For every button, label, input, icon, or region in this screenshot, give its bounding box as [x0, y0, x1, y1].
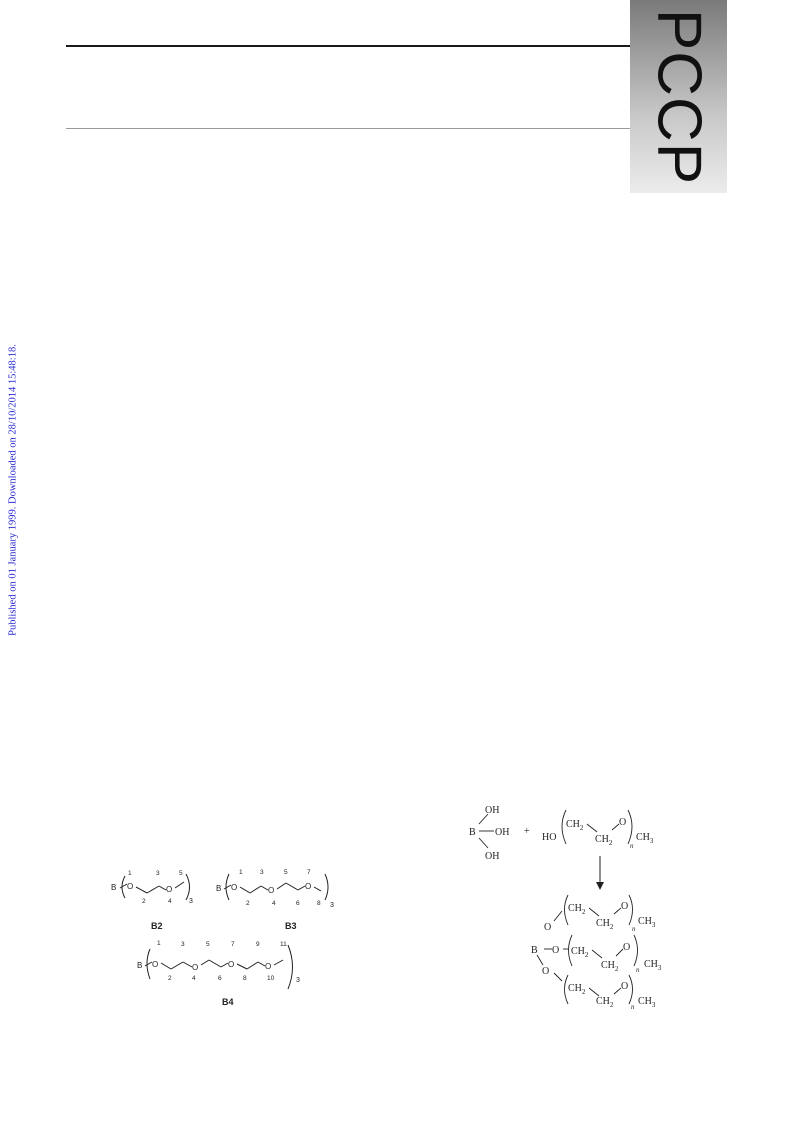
oh-group: OH — [495, 827, 510, 838]
b4-oxygen-2: O — [192, 963, 199, 972]
ch2-group: $CH_2$ — [596, 918, 614, 931]
b4-atom-number: 2 — [168, 975, 172, 982]
b4-atom-number: 11 — [280, 941, 287, 948]
b4-atom-number: 3 — [181, 941, 185, 948]
b4-subscript: 3 — [296, 977, 300, 984]
b3-atom-number: 6 — [296, 900, 300, 907]
b3-atom-number: 3 — [260, 869, 264, 876]
ch2-group: $CH_2$ — [568, 983, 586, 996]
ch2-group: $CH_2$ — [568, 903, 586, 916]
journal-tab — [630, 0, 727, 193]
b4-oxygen-1: O — [152, 960, 159, 969]
boron-atom: B — [469, 827, 476, 838]
b2-atom-number: 5 — [179, 870, 183, 877]
structure-b2 — [100, 860, 210, 935]
oxygen-atom: O — [623, 942, 631, 953]
oxygen-atom: O — [621, 981, 629, 992]
b4-atom-number: 5 — [206, 941, 210, 948]
b2-label: B2 — [151, 921, 163, 931]
b3-atom-number: 7 — [307, 869, 311, 876]
b3-atom-number: 2 — [246, 900, 250, 907]
b2-boron: B — [111, 883, 117, 892]
b4-boron: B — [137, 961, 143, 970]
b3-boron: B — [216, 884, 222, 893]
ch3-group: $CH_3$ — [636, 832, 654, 845]
b3-oxygen-3: O — [305, 882, 312, 891]
oxygen-atom: O — [619, 817, 627, 828]
header-rule-top — [66, 45, 632, 47]
boron-atom: B — [531, 945, 538, 956]
header-rule-bottom — [66, 128, 632, 129]
b3-atom-number: 8 — [317, 900, 321, 907]
b2-atom-number: 1 — [128, 870, 132, 877]
b2-oxygen-1: O — [127, 882, 134, 891]
repeat-n: n — [636, 966, 640, 974]
ch2-group: $CH_2$ — [601, 960, 619, 973]
reaction-scheme — [458, 798, 688, 1013]
ch3-group: $CH_3$ — [644, 959, 662, 972]
b4-atom-number: 7 — [231, 941, 235, 948]
oxygen-atom: O — [621, 901, 629, 912]
reaction-arrow — [596, 856, 604, 890]
repeat-n: n — [631, 1003, 635, 1011]
b4-atom-number: 10 — [267, 975, 275, 982]
b2-atom-number: 3 — [156, 870, 160, 877]
b3-label: B3 — [285, 921, 297, 931]
ch3-group: $CH_3$ — [638, 996, 656, 1009]
ch2-group: $CH_2$ — [571, 946, 589, 959]
b4-atom-number: 8 — [243, 975, 247, 982]
b4-atom-number: 9 — [256, 941, 260, 948]
oxygen-atom: O — [552, 945, 560, 956]
ch3-group: $CH_3$ — [638, 916, 656, 929]
structure-b4 — [130, 935, 320, 1015]
oh-group: OH — [485, 805, 500, 816]
structure-b3 — [210, 860, 350, 935]
b3-atom-number: 5 — [284, 869, 288, 876]
b4-atom-number: 1 — [157, 940, 161, 947]
oh-group: OH — [485, 851, 500, 862]
b3-atom-number: 4 — [272, 900, 276, 907]
journal-name: PCCP — [644, 8, 713, 185]
b2-oxygen-2: O — [166, 885, 173, 894]
b2-subscript: 3 — [189, 898, 193, 905]
ch2-group: $CH_2$ — [595, 834, 613, 847]
b3-subscript: 3 — [330, 902, 334, 909]
repeat-n: n — [630, 842, 634, 850]
ho-group: HO — [542, 832, 557, 843]
b3-oxygen-1: O — [231, 883, 238, 892]
b4-oxygen-3: O — [228, 960, 235, 969]
b3-atom-number: 1 — [239, 869, 243, 876]
publication-stamp: Published on 01 January 1999. Downloaded on 28/10/2014 15:48:18. — [7, 344, 19, 636]
b4-atom-number: 6 — [218, 975, 222, 982]
oxygen-atom: O — [542, 966, 550, 977]
b4-oxygen-4: O — [265, 962, 272, 971]
b3-oxygen-2: O — [268, 886, 275, 895]
b4-label: B4 — [222, 997, 234, 1007]
b2-atom-number: 2 — [142, 898, 146, 905]
b2-atom-number: 4 — [168, 898, 172, 905]
repeat-n: n — [632, 925, 636, 933]
ch2-group: $CH_2$ — [566, 819, 584, 832]
ch2-group: $CH_2$ — [596, 996, 614, 1009]
b4-atom-number: 4 — [192, 975, 196, 982]
plus-sign: + — [524, 826, 530, 837]
oxygen-atom: O — [544, 922, 552, 933]
